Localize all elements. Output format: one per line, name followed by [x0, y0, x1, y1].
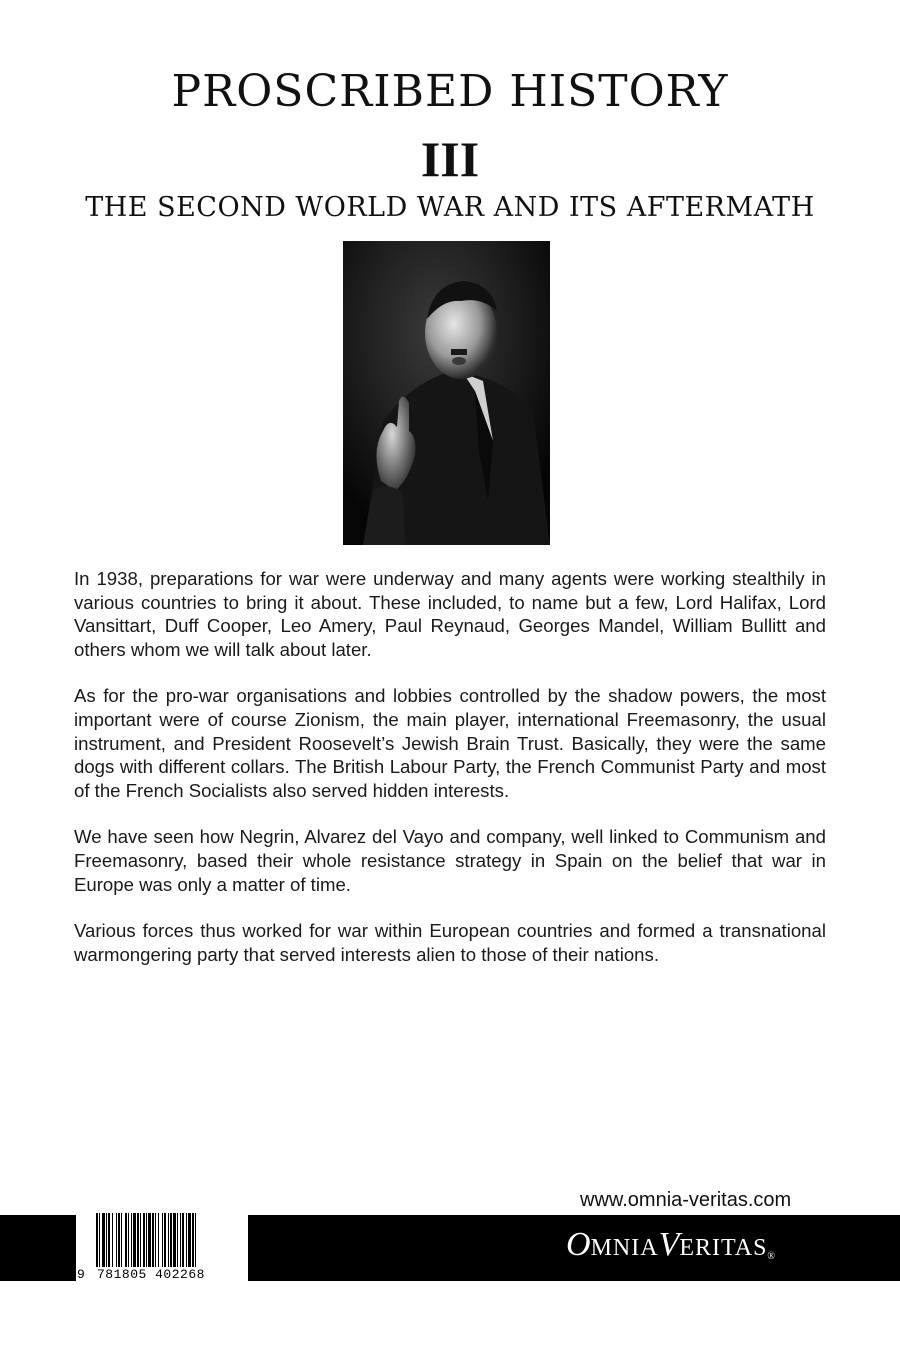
- cover-title: PROSCRIBED HISTORY: [171, 66, 729, 117]
- blurb-paragraph: In 1938, preparations for war were underway and many agents were working stealthily in various countries to bring it about. These included, to name but a few, Lord Halifax, Lord Vansittart, Duff Cooper, Leo Amery, Paul Reynaud, Georges Mandel, William Bullitt and others whom we will talk about later.: [74, 568, 826, 660]
- barcode-bar: [164, 1213, 166, 1269]
- barcode-bar: [146, 1213, 147, 1269]
- isbn-barcode: [76, 1211, 248, 1283]
- barcode-bar: [180, 1213, 181, 1269]
- cover-volume: III: [420, 131, 480, 187]
- website-url[interactable]: www.omnia-veritas.com: [580, 1189, 792, 1211]
- publisher-logo-mnia: MNIA: [590, 1235, 659, 1261]
- barcode-bar: [158, 1213, 159, 1269]
- barcode-bar: [195, 1213, 196, 1269]
- barcode-bar: [128, 1213, 129, 1269]
- barcode-bar: [133, 1213, 136, 1269]
- barcode-bar: [131, 1213, 132, 1269]
- barcode-bar: [152, 1213, 154, 1269]
- barcode-bar: [140, 1213, 141, 1269]
- barcode-bar: [186, 1213, 187, 1269]
- barcode-bar: [182, 1213, 184, 1269]
- barcode-bar: [116, 1213, 117, 1269]
- publisher-logo-o: O: [566, 1226, 591, 1263]
- barcode-bar: [143, 1213, 145, 1269]
- barcode-bar: [170, 1213, 172, 1269]
- isbn-digits: 781805 402268: [97, 1267, 205, 1282]
- blurb-paragraph: Various forces thus worked for war within European countries and formed a transnational warmongering party that served interests alien to those of their nations.: [74, 920, 826, 965]
- barcode-bar: [188, 1213, 191, 1269]
- cover-subtitle: THE SECOND WORLD WAR AND ITS AFTERMATH: [85, 192, 815, 223]
- barcode-bar: [106, 1213, 107, 1269]
- barcode-bar: [192, 1213, 194, 1269]
- author-photo: [343, 241, 550, 545]
- barcode-bar: [96, 1213, 98, 1269]
- publisher-logo: [566, 1226, 828, 1270]
- publisher-logo-v: V: [658, 1226, 680, 1263]
- blurb: [74, 567, 826, 989]
- isbn-lead-digit: 9: [77, 1267, 86, 1282]
- barcode-bar: [168, 1213, 169, 1269]
- barcode-bar: [102, 1213, 105, 1269]
- barcode-bar: [108, 1213, 110, 1269]
- blurb-paragraph: As for the pro-war organisations and lobbies controlled by the shadow powers, the most important were of course Zionism, the main player, international Freemasonry, the usual instrument, and President Roosevelt’s Jewish Brain Trust. Basically, they were the same dogs with different collars. The British Labour Party, the French Communist Party and most of the French Socialists also served hidden interests.: [74, 685, 826, 801]
- blurb-paragraph: We have seen how Negrin, Alvarez del Vayo and company, well linked to Communism and Freemasonry, based their whole resistance strategy in Spain on the belief that war in Europe was only a matter of time.: [74, 826, 826, 895]
- barcode-bar: [112, 1213, 113, 1269]
- barcode-bar: [118, 1213, 120, 1269]
- barcode-bar: [137, 1213, 139, 1269]
- barcode-bar: [121, 1213, 122, 1269]
- publisher-registered-mark: ®: [767, 1251, 776, 1263]
- barcode-bar: [177, 1213, 178, 1269]
- barcode-bar: [148, 1213, 151, 1269]
- barcode-bar: [162, 1213, 163, 1269]
- barcode-bar: [99, 1213, 100, 1269]
- publisher-logo-eritas: ERITAS: [679, 1235, 768, 1261]
- barcode-bar: [173, 1213, 176, 1269]
- barcode-bar: [125, 1213, 127, 1269]
- barcode-bar: [155, 1213, 156, 1269]
